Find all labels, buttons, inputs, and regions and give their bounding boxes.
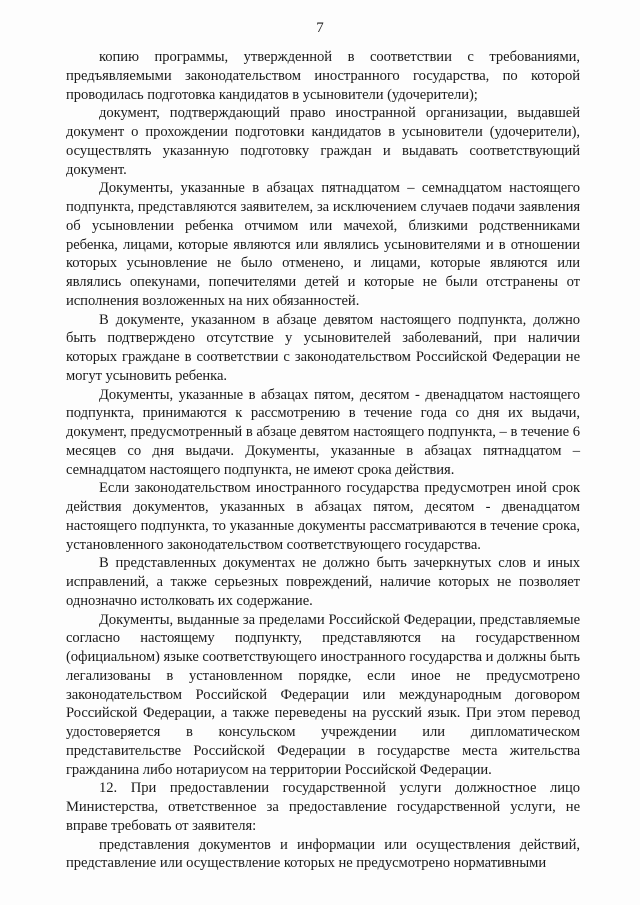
document-body xyxy=(66,48,580,873)
page-number: 7 xyxy=(316,20,324,36)
paragraph-program-copy: копию программы, утвержденной в соответствии с требованиями, предъявляемыми законодательством иностранного государства, по которой проводилась подготовка кандидатов в усыновители (удочерители); xyxy=(66,49,580,103)
paragraph-documents-applicant: Документы, указанные в абзацах пятнадцатом – семнадцатом настоящего подпункта, представляются заявителем, за исключением случаев подачи заявления об усыновлении ребенка отчимом или мачехой, близкими родственниками ребенка, лицами, которые являются или являлись усыновителями и в отношении которых усыновление не было отменено, и лицами, которые являются или являлись опекунами, попечителями детей и которые не были отстранены от исполнения возложенных на них обязанностей. xyxy=(66,180,580,309)
paragraph-item-12: 12. При предоставлении государственной услуги должностное лицо Министерства, ответственное за предоставление государственной услуги, не вправе требовать от заявителя: xyxy=(66,780,580,834)
paragraph-foreign-validity: Если законодательством иностранного государства предусмотрен иной срок действия документов, указанных в абзацах пятом, десятом - двенадцатом настоящего подпункта, то указанные документы рассматриваются в течение срока, установленного законодательством соответствующего государства. xyxy=(66,480,580,553)
paragraph-validity-period: Документы, указанные в абзацах пятом, десятом - двенадцатом настоящего подпункта, принимаются к рассмотрению в течение года со дня их выдачи, документ, предусмотренный в абзаце девятом настоящего подпункта, – в течение 6 месяцев со дня выдачи. Документы, указанные в абзацах пятнадцатом – семнадцатом настоящего подпункта, не имеют срока действия. xyxy=(66,386,580,478)
paragraph-requirements-list: представления документов и информации или осуществления действий, представление или осуществление которых не предусмотрено нормативными xyxy=(66,836,580,872)
paragraph-organization-right: документ, подтверждающий право иностранной организации, выдавшей документ о прохождении подготовки кандидатов в усыновители (удочерители), осуществлять указанную подготовку граждан и выдавать соответствующий документ. xyxy=(66,105,580,178)
paragraph-no-corrections: В представленных документах не должно быть зачеркнутых слов и иных исправлений, а также серьезных повреждений, наличие которых не позволяет однозначно истолковать их содержание. xyxy=(66,555,580,609)
paragraph-foreign-documents: Документы, выданные за пределами Российской Федерации, представляемые согласно настоящему подпункту, представляются на государственном (официальном) языке соответствующего иностранного государства и должны быть легализованы в установленном порядке, если иное не предусмотрено законодательством Российской Федерации или международным договором Российской Федерации, а также переведены на русский язык. При этом перевод удостоверяется в консульском учреждении или дипломатическом представительстве Российской Федерации в государстве места жительства гражданина либо нотариусом на территории Российской Федерации. xyxy=(66,611,580,778)
paragraph-health-confirmation: В документе, указанном в абзаце девятом настоящего подпункта, должно быть подтверждено отсутствие у усыновителей заболеваний, при наличии которых граждане в соответствии с законодательством Российской Федерации не могут усыновить ребенка. xyxy=(66,311,580,384)
